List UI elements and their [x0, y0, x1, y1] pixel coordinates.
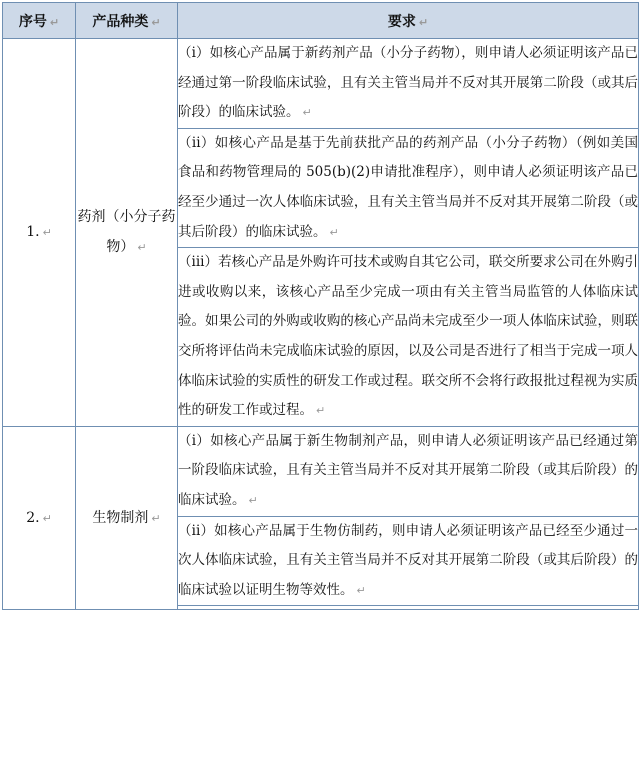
header-row [3, 3, 639, 39]
paragraph-mark-icon: ↵ [151, 511, 161, 525]
paragraph-mark-icon: ↵ [42, 512, 52, 525]
requirement-cell: （iii）若核心产品是外购许可技术或购自其它公司，联交所要求公司在外购引进或收购以来，该核心产品至少完成一项由有关主管当局监管的人体临床试验。如果公司的外购或收购的核心产品尚未完成至少一项人体临床试验，则联交所将评估尚未完成临床试验的原因，以及公司是否进行了相当于完成一项人体临床试验的实质性的研发工作或过程。联交所不会将行政报批过程视为实质性的研发工作或过程。 ↵ [178, 248, 639, 427]
requirement-cell: （ii）如核心产品是基于先前获批产品的药剂产品（小分子药物）（例如美国食品和药物管理局的 505(b)(2)申请批准程序），则申请人必须证明该产品已经至少通过一次人体临床试验，且有关主管当局并不反对其开展第二阶段（或其后阶段）的临床试验。 ↵ [178, 128, 639, 247]
paragraph-mark-icon: ↵ [42, 226, 52, 240]
paragraph-mark-icon: ↵ [151, 15, 161, 29]
header-requirements: 要求 ↵ [178, 3, 639, 39]
table-row [3, 39, 639, 129]
requirement-cell: （ii）如核心产品属于生物仿制药，则申请人必须证明该产品已经至少通过一次人体临床试验，且有关主管当局并不反对其开展第二阶段（或其后阶段）的临床试验以证明生物等效性。 ↵ [178, 516, 639, 606]
requirement-cell-continued [178, 606, 639, 610]
row-number-cell: 2. ↵ [3, 426, 76, 610]
category-cell: 生物制剂 ↵ [76, 426, 178, 610]
requirements-table [2, 2, 639, 610]
paragraph-mark-icon: ↵ [329, 225, 339, 239]
requirement-cell: （i）如核心产品属于新生物制剂产品，则申请人必须证明该产品已经通过第一阶段临床试验，且有关主管当局并不反对其开展第二阶段（或其后阶段）的临床试验。 ↵ [178, 426, 639, 516]
row-number-cell: 1. ↵ [3, 39, 76, 427]
requirement-cell: （i）如核心产品属于新药剂产品（小分子药物），则申请人必须证明该产品已经通过第一阶段临床试验，且有关主管当局并不反对其开展第二阶段（或其后阶段）的临床试验。 ↵ [178, 39, 639, 129]
paragraph-mark-icon: ↵ [356, 583, 366, 597]
table-row [3, 426, 639, 516]
header-number: 序号 ↵ [3, 3, 76, 39]
category-cell: 药剂（小分子药物） ↵ [76, 39, 178, 427]
paragraph-mark-icon: ↵ [316, 404, 326, 418]
paragraph-mark-icon: ↵ [137, 240, 147, 254]
header-category: 产品种类 ↵ [76, 3, 178, 39]
paragraph-mark-icon: ↵ [418, 15, 429, 29]
paragraph-mark-icon: ↵ [49, 15, 60, 29]
paragraph-mark-icon: ↵ [302, 106, 312, 120]
paragraph-mark-icon: ↵ [248, 493, 258, 507]
